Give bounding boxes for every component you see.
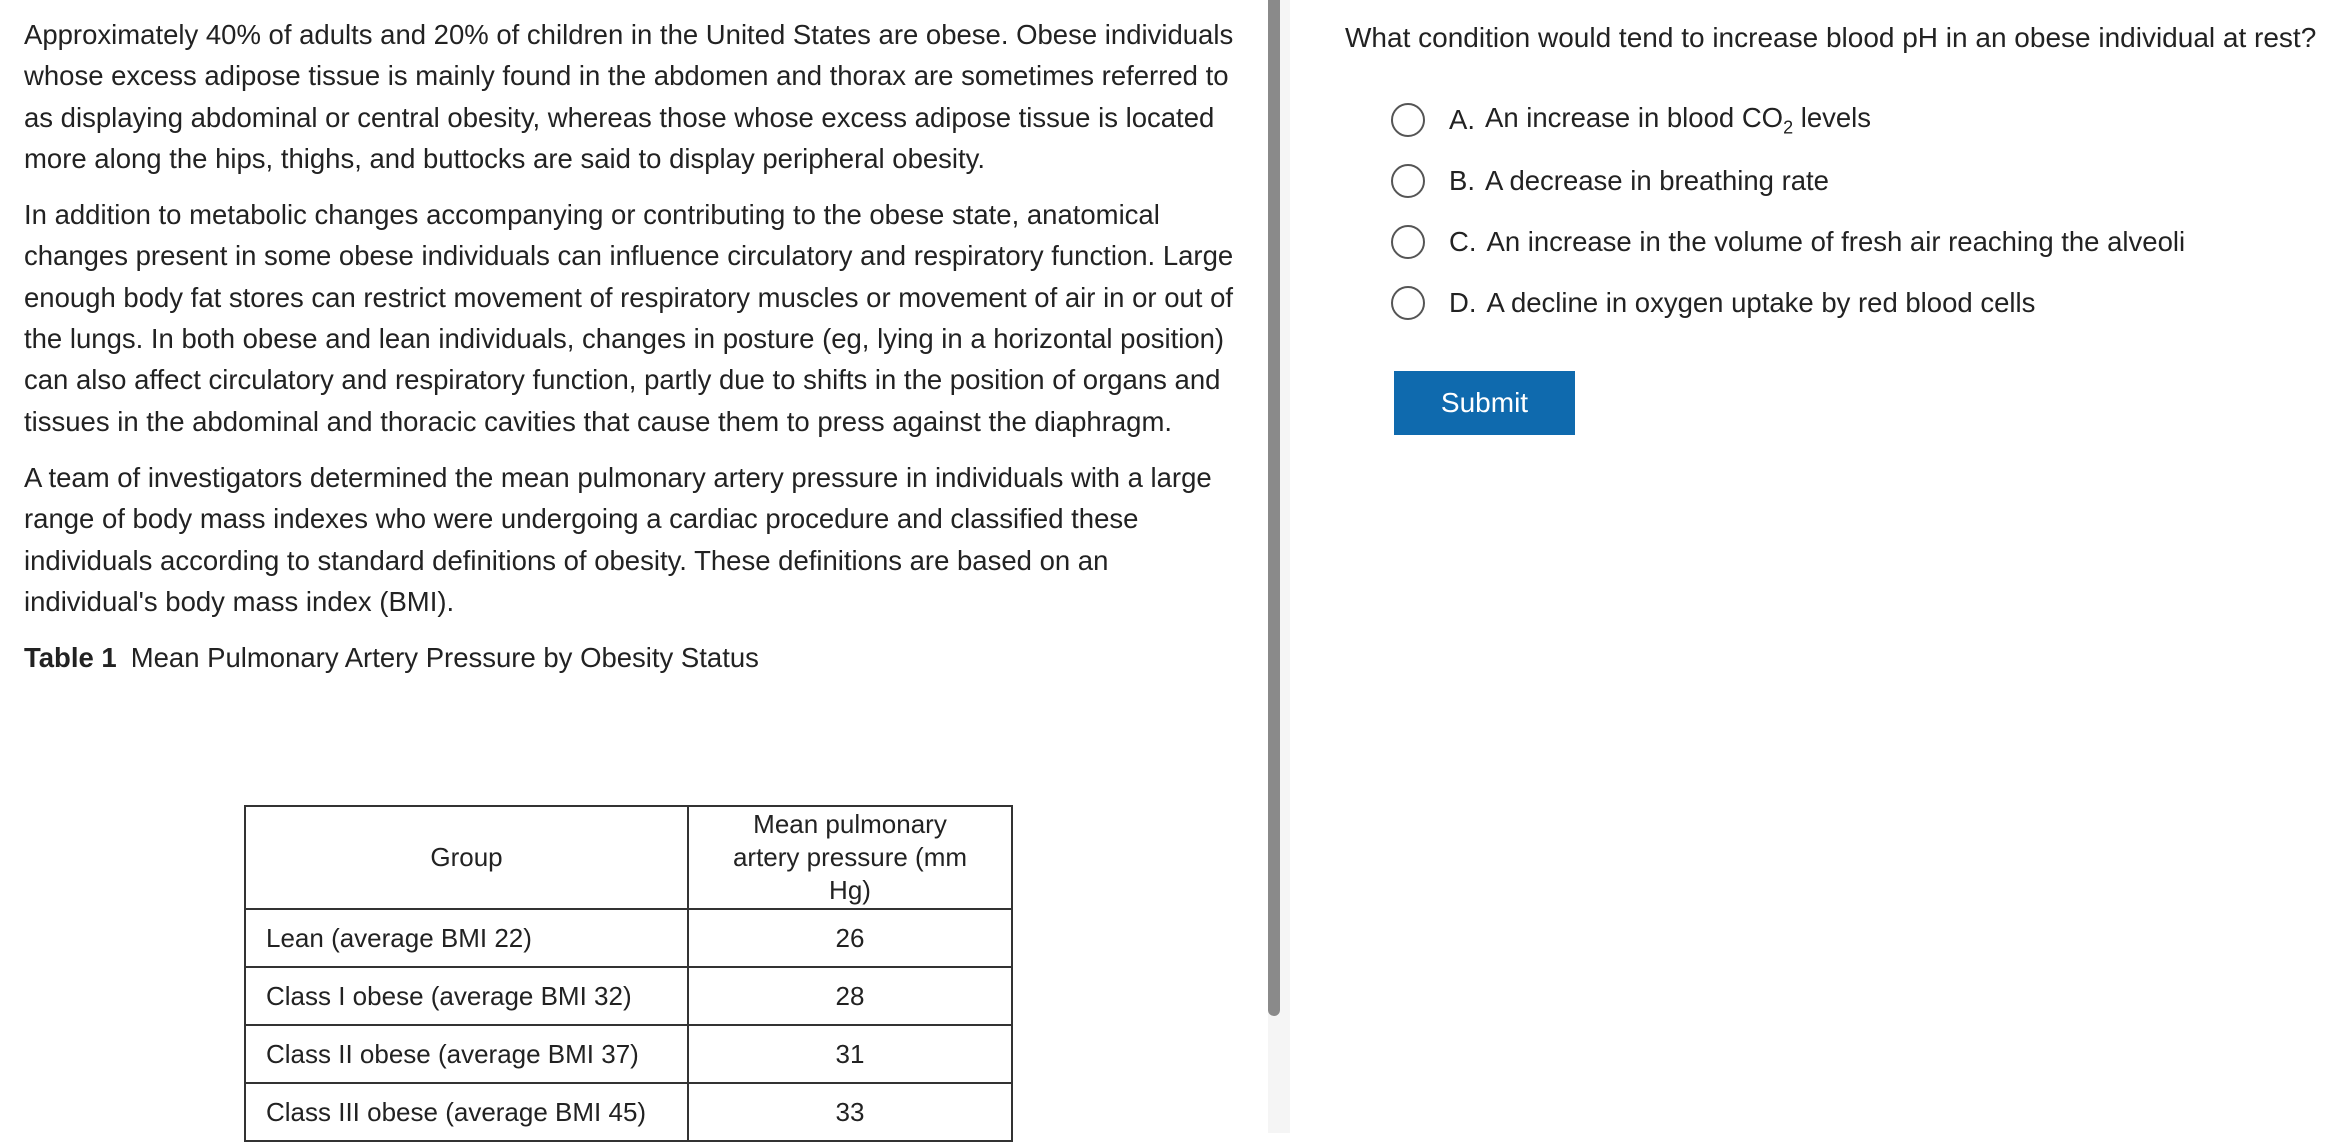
radio-button-d[interactable]: [1391, 286, 1425, 320]
radio-button-b[interactable]: [1391, 164, 1425, 198]
passage-paragraph-1: Approximately 40% of adults and 20% of children in the United States are obese. Obese individuals whose excess adipose tissue is mainly found in the abdomen and thorax are sometimes referred to as displaying abdominal or central obesity, whereas those whose excess adipose tissue is located more along the hips, thighs, and buttocks are said to display peripheral obesity.: [24, 19, 1234, 174]
table-row: [245, 1025, 1012, 1083]
table-header-pressure-text: Mean pulmonary artery pressure (mm Hg): [732, 809, 968, 905]
table-cell-pressure: 26: [688, 909, 1012, 967]
option-letter: A.: [1449, 104, 1475, 135]
obesity-table: [244, 805, 1013, 1142]
question-pane: [1290, 0, 2351, 1133]
answer-option-a[interactable]: [1391, 100, 2185, 140]
table-cell-group: Lean (average BMI 22): [245, 909, 688, 967]
option-letter: D.: [1449, 287, 1477, 318]
answer-option-b[interactable]: [1391, 161, 2185, 201]
table-cell-group: Class I obese (average BMI 32): [245, 967, 688, 1025]
table-cell-group: Class III obese (average BMI 45): [245, 1083, 688, 1141]
table-title: Mean Pulmonary Artery Pressure by Obesity Status: [130, 642, 759, 674]
passage-paragraph-3: A team of investigators determined the mean pulmonary artery pressure in individuals with a large range of body mass indexes who were undergoing a cardiac procedure and classified these individuals according to standard definitions of obesity. These definitions are based on an individual's body mass index (BMI).: [24, 461, 1212, 617]
table-header-group: Group: [245, 806, 688, 909]
option-text: A decrease in breathing rate: [1484, 165, 1829, 196]
table-cell-group: Class II obese (average BMI 37): [245, 1025, 688, 1083]
table-cell-pressure: 28: [688, 967, 1012, 1025]
answer-option-c[interactable]: [1391, 222, 2185, 262]
table-header-row: [245, 806, 1012, 909]
option-letter: C.: [1449, 226, 1477, 257]
table-label: Table 1: [24, 642, 117, 674]
submit-button[interactable]: Submit: [1394, 371, 1575, 435]
passage-scrollbar-thumb[interactable]: [1268, 0, 1280, 1016]
option-letter: B.: [1449, 165, 1475, 196]
table-caption: [24, 637, 1244, 678]
option-text: [1485, 102, 1871, 139]
option-text: An increase in the volume of fresh air reaching the alveoli: [1486, 226, 2186, 257]
answer-options: [1391, 100, 2185, 344]
table-cell-pressure: 33: [688, 1083, 1012, 1141]
table-header-pressure: [688, 806, 1012, 909]
radio-button-a[interactable]: [1391, 103, 1425, 137]
table-cell-pressure: 31: [688, 1025, 1012, 1083]
passage-paragraph-2: In addition to metabolic changes accompanying or contributing to the obese state, anatomical changes present in some obese individuals can influence circulatory and respiratory function. Large enough body fat stores can restrict movement of respiratory muscles or movement of air in or out of the lungs. In both obese and lean individuals, changes in posture (eg, lying in a horizontal position) can also affect circulatory and respiratory function, partly due to shifts in the position of organs and tissues in the abdominal and thoracic cavities that cause them to press against the diaphragm.: [24, 199, 1234, 437]
answer-option-d[interactable]: [1391, 283, 2185, 323]
option-text: A decline in oxygen uptake by red blood cells: [1486, 287, 2036, 318]
table-row: [245, 967, 1012, 1025]
option-text-part: An increase in blood CO: [1484, 101, 1784, 133]
question-text: What condition would tend to increase blood pH in an obese individual at rest?: [1345, 22, 2317, 53]
radio-button-c[interactable]: [1391, 225, 1425, 259]
option-text-part: levels: [1793, 101, 1872, 133]
table-row: [245, 909, 1012, 967]
option-subscript: 2: [1783, 117, 1794, 138]
table-row: [245, 1083, 1012, 1141]
